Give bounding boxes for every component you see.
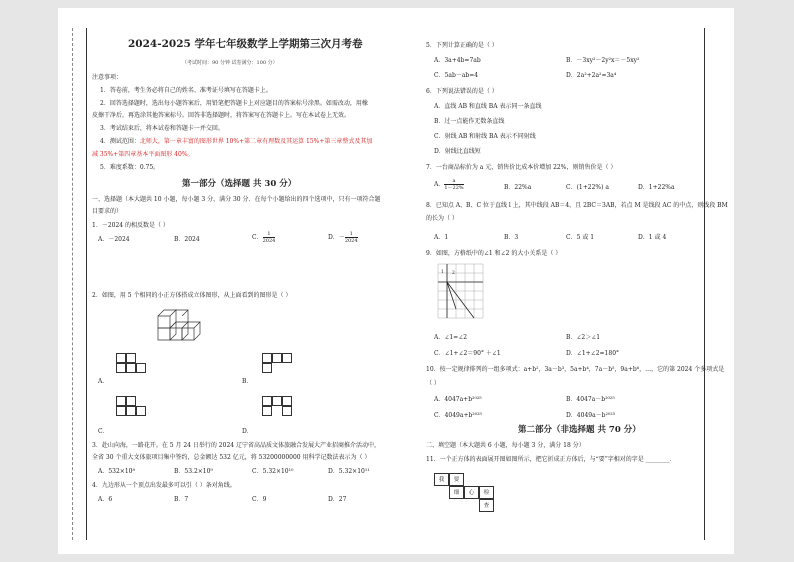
q2-option-a: A．	[98, 378, 109, 385]
note-1: 1．答卷前，考生务必将自己的姓名、准考证号填写在答题卡上。	[100, 87, 272, 94]
net-cell: 细	[449, 486, 464, 499]
q3-stem-cont: 全省 30 个重大文体旅项目集中签约，总金额达 532 亿元，将 53200000000 用科学记数法表示为（ ）	[92, 454, 371, 461]
q6-stem: 6．下列说法错误的是（ ）	[426, 88, 498, 95]
page-title: 2024-2025 学年七年级数学上学期第三次月考卷	[128, 38, 363, 50]
q5-stem: 5．下列计算正确的是（ ）	[426, 42, 498, 49]
q2-cube-figure	[150, 302, 210, 350]
q5-option-d: D．2a²+2a²=3a⁴	[566, 72, 617, 79]
q2-option-d: D．	[242, 428, 253, 435]
q6-option-d: D．射线比直线短	[434, 148, 481, 155]
exam-page	[58, 8, 734, 554]
net-cell: 我	[434, 473, 449, 486]
q5-option-a: A．3a+4b=7ab	[434, 57, 481, 64]
q1-stem: 1．－2024 的相反数是（ ）	[92, 222, 169, 229]
exam-info: （考试时间：90 分钟 试卷满分：100 分）	[182, 60, 278, 66]
q7-option-a: A． $\frac{a}{1-22\%}$	[434, 178, 464, 191]
part1-intro-cont: 目要求的）	[92, 208, 123, 215]
note-4-cont: 减 35%+第四章基本平面图形 40%。	[92, 151, 194, 158]
q9-grid-figure	[436, 262, 490, 320]
net-cell: 心	[464, 486, 479, 499]
q1-option-a: A．－2024	[98, 236, 130, 243]
note-2-cont: 皮擦干净后，再选涂其他答案标号。回答非选择题时，将答案写在答题卡上。写在本试卷上无效。	[92, 112, 351, 119]
q8-option-d: D．1 或 4	[638, 234, 667, 241]
net-cell: 要	[449, 473, 464, 486]
q10-option-b: B．4047a－b²⁰²⁵	[566, 396, 615, 403]
q3-option-b: B．53.2×10⁹	[174, 468, 213, 475]
q8-option-b: B．3	[504, 234, 519, 241]
q3-option-c: C．5.32×10¹⁰	[252, 468, 294, 475]
q10-stem: 10．按一定规律排列的一组多项式：a+b²，3a－b³，5a+b⁴，7a－b⁵，9a+b⁶，…，它的第 2024 个多项式是	[426, 366, 725, 373]
q6-option-c: C．射线 AB 和射线 BA 表示不同射线	[434, 133, 536, 140]
q4-option-a: A．6	[98, 496, 113, 503]
q10-option-c: C．4049a+b²⁰²⁵	[434, 412, 482, 419]
q7-option-b: B．22%a	[504, 184, 532, 191]
q10-stem-cont: （ ）	[426, 380, 440, 387]
q9-option-c: C．∠1+∠2＝90° ＋∠1	[434, 350, 501, 357]
part1-intro: 一、选择题（本大题共 10 小题，每小题 3 分，满分 30 分．在每个小题给出的四个选项中，只有一项符合题	[92, 196, 381, 203]
q4-option-d: D．27	[328, 496, 347, 503]
q9-option-a: A．∠1=∠2	[434, 334, 468, 341]
q6-option-b: B．过一点能作无数条直线	[434, 118, 505, 125]
q7-option-d: D．1+22%a	[638, 184, 675, 191]
q5-option-c: C．5ab－ab=4	[434, 72, 479, 79]
q1-option-b: B．2024	[174, 236, 200, 243]
q8-stem: 8．已知点 A、B、C 位于直线 l 上，其中线段 AB＝4，且 2BC＝3AB，若点 M 是线段 AC 的中点，则线段 BM	[426, 202, 728, 209]
q3-option-a: A．532×10⁸	[98, 468, 135, 475]
q4-stem: 4．九边形从一个顶点出发最多可以引（ ）条对角线。	[92, 482, 236, 489]
q2-option-c: C．	[98, 428, 109, 435]
q9-option-d: D．∠1+∠2=180°	[566, 350, 620, 357]
part1-heading: 第一部分（选择题 共 30 分）	[182, 179, 297, 189]
left-margin-rule	[86, 28, 87, 540]
q9-option-b: B．∠2＞∠1	[566, 334, 601, 341]
q8-option-c: C．5 或 1	[566, 234, 595, 241]
q10-option-d: D．4049a－b²⁰²⁵	[566, 412, 616, 419]
q8-option-a: A．1	[434, 234, 449, 241]
binding-line	[72, 28, 74, 540]
q5-option-b: B．－3xy²－2y²x＝－5xy²	[566, 57, 640, 64]
part2-heading: 第二部分（非选择题 共 70 分）	[518, 425, 641, 435]
part2-intro: 二、填空题（本大题共 6 小题，每小题 3 分，满分 18 分）	[426, 442, 585, 449]
net-cell: 检	[479, 486, 494, 499]
q1-option-c: C． $\frac{1}{2024}$	[252, 231, 276, 244]
q2-option-b: B．	[242, 378, 253, 385]
q7-option-c: C．(1+22%) a	[566, 184, 609, 191]
net-cell: 查	[479, 499, 494, 512]
notes-heading: 注意事项：	[92, 74, 123, 81]
q7-stem: 7．一台商品标价为 a 元，销售价比成本价增加 22%，则销售价是（ ）	[426, 164, 617, 171]
q6-option-a: A．直线 AB 和直线 BA 表示同一条直线	[434, 103, 542, 110]
note-5: 5．难度系数：0.75。	[100, 164, 160, 171]
q1-option-d: D．－ $\frac{1}{2024}$	[328, 231, 358, 244]
q4-option-c: C．9	[252, 496, 267, 503]
right-margin-rule	[704, 28, 705, 540]
q10-option-a: A．4047a+b²⁰²⁵	[434, 396, 482, 403]
note-3: 3．考试结束后，将本试卷和答题卡一并交回。	[100, 125, 224, 132]
q9-angle2-label: 2	[452, 271, 455, 276]
note-4: 4．测试范围：北师大，第一章丰富的图形世界 10%+第二章有理数及其运算 15%+第三章整式及其加	[100, 138, 373, 145]
q3-stem: 3．赴山向海，一路花开。在 5 月 24 日举行的 2024 辽宁省高品质文体旅融合发展大产业招商推介活动中，	[92, 442, 380, 449]
q8-stem-cont: 的长为（ ）	[426, 215, 458, 222]
q2-stem: 2．如图，用 5 个相同的小正方体搭成立体图形，从上面看到的图形是（ ）	[92, 292, 292, 299]
q4-option-b: B．7	[174, 496, 189, 503]
q9-stem: 9．如图，方格纸中的∠1 和∠2 的大小关系是（ ）	[426, 250, 562, 257]
q11-stem: 11．一个正方体的表面展开图如图所示，把它折成正方体后，与“要”字相对的字是 ________．	[426, 456, 676, 463]
q3-option-d: D．5.32×10¹¹	[328, 468, 370, 475]
q9-angle1-label: 1	[441, 270, 444, 275]
note-2: 2．回答选择题时，选出每小题答案后，用铅笔把答题卡上对应题目的答案标号涂黑。如需改动，用橡	[100, 100, 368, 107]
